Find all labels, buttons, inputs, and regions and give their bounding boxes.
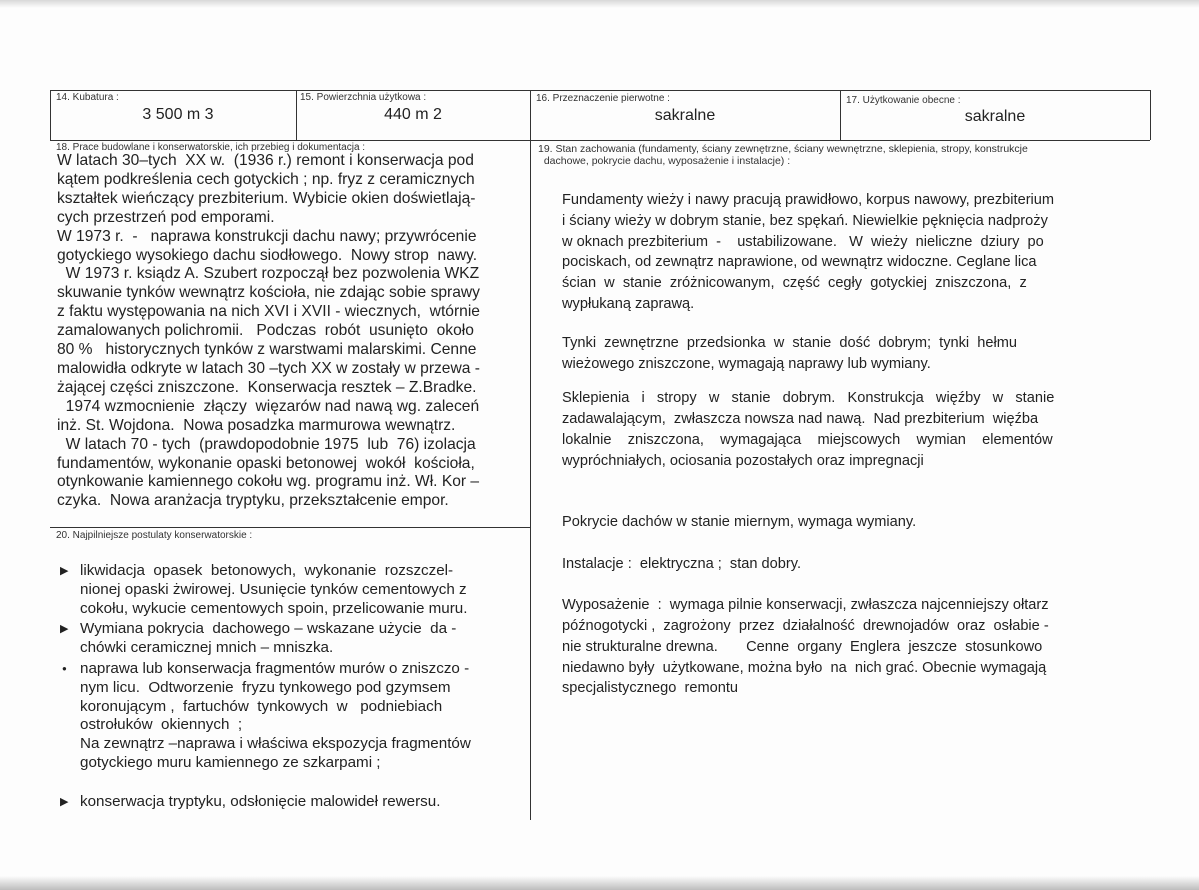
text-line: W 1973 r. ksiądz A. Szubert rozpoczął bez pozwolenia WKZ (57, 265, 480, 283)
text-line: w oknach prezbiterium - ustabilizowane. W wieży nieliczne dziury po (562, 233, 1044, 250)
bullet-arrow-icon: ▶ (60, 565, 69, 577)
text-line: 80 % historycznych tynków z warstwami malarskimi. Cenne (57, 341, 477, 359)
text-line: otynkowanie kamiennego cokołu wg. programu inż. Wł. Kor – (57, 473, 480, 491)
text-line: Sklepienia i stropy w stanie dobrym. Konstrukcja więźby w stanie (562, 390, 1055, 407)
bullet-arrow-icon: ▶ (60, 795, 69, 808)
text-line: ścian w stanie zróżnicowanym, część cegły gotyckiej zniszczona, z (562, 275, 1027, 292)
text-line: inż. St. Wojdona. Nowa posadzka marmurowa wewnątrz. (57, 416, 456, 434)
table-top-border (50, 90, 1150, 91)
postulate-line (60, 581, 471, 600)
field-16-value: sakralne (654, 107, 716, 124)
postulate-line (60, 793, 471, 812)
text-line: kątem podkreślenia cech gotyckich ; np. fryz z ceramicznych (57, 170, 475, 188)
postulate-text: Wymiana pokrycia dachowego – wskazane użycie da - (80, 620, 457, 638)
postulate-text: koronującym , fartuchów tynkowych w podniebiach (80, 697, 443, 715)
field-15-label: 15. Powierzchnia użytkowa : (300, 92, 427, 103)
postulate-text: naprawa lub konserwacja fragmentów murów o zniszczo - (80, 659, 470, 677)
field-17-label: 17. Użytkowanie obecne : (846, 95, 961, 106)
text-line: Wyposażenie : wymaga pilnie konserwacji, zwłaszcza najcenniejszy ołtarz (562, 597, 1049, 614)
text-line: Tynki zewnętrzne przedsionka w stanie dość dobrym; tynki hełmu (562, 334, 1018, 351)
text-line: zadawalającym, zwłaszcza nowsza nad nawą. Nad prezbiterium więźba (562, 411, 1039, 428)
postulate-text: nionej opaski żwirowej. Usunięcie tynków cementowych z (80, 580, 467, 598)
text-line: Fundamenty wieży i nawy pracują prawidłowo, korpus nawowy, prezbiterium (562, 192, 1055, 208)
field-20-list (60, 562, 471, 814)
condition-paragraph (562, 512, 1054, 533)
postulate-text: chówki ceramicznej mnich – mniszka. (80, 639, 334, 657)
field-19-label-line: dachowe, pokrycie dachu, wyposażenie i instalacje) : (538, 155, 791, 167)
text-line: W latach 30–tych XX w. (1936 r.) remont i konserwacja pod (57, 152, 474, 169)
condition-paragraph (562, 190, 1054, 315)
text-line: nie strukturalne drewna. Cenne organy Englera jeszcze stosunkowo (562, 638, 1043, 655)
text-line: kształtek wieńczący prezbiterium. Wybicie okien doświetlają- (57, 189, 476, 207)
section-20-divider (50, 527, 530, 528)
text-line: fundamentów, wykonanie opaski betonowej wokół kościoła, (57, 454, 475, 472)
postulate-text: nym licu. Odtworzenie fryzu tynkowego pod gzymsem (80, 678, 451, 696)
text-line: żającej części zniszczone. Konserwacja resztek – Z.Bradke. (57, 378, 477, 396)
postulate-line (60, 660, 471, 679)
condition-paragraph (562, 595, 1054, 699)
text-line: późnogotycki , zagrożony przez działalność drewnojadów oraz osłabie - (562, 617, 1049, 634)
text-line: cych przestrzeń pod emporami. (57, 208, 275, 226)
postulate-line (60, 754, 471, 773)
postulate-item (60, 562, 471, 618)
left-border (50, 90, 51, 140)
postulate-text: Na zewnątrz –naprawa i właściwa ekspozycja fragmentów (80, 735, 471, 753)
text-line: specjalistycznego remontu (562, 680, 739, 697)
postulate-item (60, 793, 471, 812)
text-line: czyka. Nowa aranżacja tryptyku, przekształcenie empor. (57, 492, 449, 510)
condition-paragraph (562, 554, 1054, 575)
field-14-value: 3 500 m 3 (142, 106, 214, 123)
text-line: z faktu występowania na nich XVI i XVII - wiecznych, wtórnie (57, 303, 480, 321)
text-line: lokalnie zniszczona, wymagająca miejscowych wymian elementów (562, 431, 1053, 448)
field-16-label: 16. Przeznaczenie pierwotne : (536, 93, 670, 104)
bullet-dot-icon: ● (62, 663, 67, 673)
text-line: wypróchniałych, ociosania pozostałych oraz impregnacji (562, 452, 924, 469)
bullet-arrow-icon: ▶ (60, 623, 69, 636)
postulate-line (60, 600, 471, 619)
right-border (1150, 90, 1151, 140)
field-19-text (562, 190, 1054, 699)
column-divider (530, 90, 531, 820)
text-line: 1974 wzmocnienie złączy więzarów nad nawą wg. zaleceń (57, 397, 480, 415)
postulate-text: cokołu, wykucie cementowych spoin, przelicowanie muru. (80, 599, 468, 617)
text-line: W 1973 r. - naprawa konstrukcji dachu nawy; przywrócenie (57, 227, 477, 245)
postulate-line (60, 639, 471, 658)
postulate-line (60, 716, 471, 735)
scan-edge-top (0, 0, 1199, 8)
postulate-line (60, 679, 471, 698)
field-20-label: 20. Najpilniejsze postulaty konserwatorskie : (56, 530, 253, 541)
postulate-text: likwidacja opasek betonowych, wykonanie rozszczel- (80, 562, 454, 579)
text-line: i ściany wieży w dobrym stanie, bez spękań. Niewielkie pęknięcia nadproży (562, 212, 1048, 229)
row-divider (50, 140, 1150, 141)
text-line: Pokrycie dachów w stanie miernym, wymaga wymiany. (562, 513, 917, 530)
condition-paragraph (562, 333, 1054, 375)
postulate-text: ostrołuków okiennych ; (80, 716, 243, 734)
field-19-label-line: 19. Stan zachowania (fundamenty, ściany zewnętrzne, ściany wewnętrzne, sklepienia, stropy, konstrukcje (538, 143, 1028, 155)
field-15-value: 440 m 2 (384, 106, 442, 123)
condition-paragraph (562, 388, 1054, 471)
postulate-line (60, 735, 471, 754)
field-14-label: 14. Kubatura : (56, 92, 119, 103)
field-18-label: 18. Prace budowlane i konserwatorskie, ich przebieg i dokumentacja : (56, 142, 366, 153)
text-line: gotyckiego wysokiego dachu siodłowego. Nowy strop nawy. (57, 246, 478, 264)
text-line: wypłukaną zaprawą. (562, 295, 695, 312)
postulate-line (60, 562, 471, 581)
postulate-text: konserwacja tryptyku, odsłonięcie malowideł rewersu. (80, 792, 441, 810)
postulate-text: gotyckiego muru kamiennego ze szkarpami ; (80, 753, 381, 771)
postulate-item (60, 660, 471, 773)
text-line: Instalacje : elektryczna ; stan dobry. (562, 556, 802, 573)
postulate-line (60, 698, 471, 717)
text-line: W latach 70 - tych (prawdopodobnie 1975 lub 76) izolacja (57, 435, 476, 453)
text-line: skuwanie tynków wewnątrz kościoła, nie zdając sobie sprawy (57, 284, 480, 302)
text-line: niedawno były użytkowane, można było na nich grać. Obecnie wymagają (562, 659, 1047, 676)
field-18-text (57, 152, 480, 511)
text-line: pociskach, od zewnątrz naprawione, od wewnątrz widoczne. Ceglane lica (562, 254, 1037, 271)
postulate-line (60, 620, 471, 639)
field-17-value: sakralne (964, 108, 1026, 125)
postulate-item (60, 620, 471, 658)
text-line: wieżowego zniszczone, wymagają naprawy lub wymiany. (562, 355, 931, 372)
text-line: malowidła odkryte w latach 30 –tych XX w zostały w przewa - (57, 359, 480, 377)
field-19-label (538, 143, 1028, 167)
scan-edge-bottom (0, 876, 1199, 890)
text-line: zamalowanych polichromii. Podczas robót usunięto około (57, 322, 474, 340)
